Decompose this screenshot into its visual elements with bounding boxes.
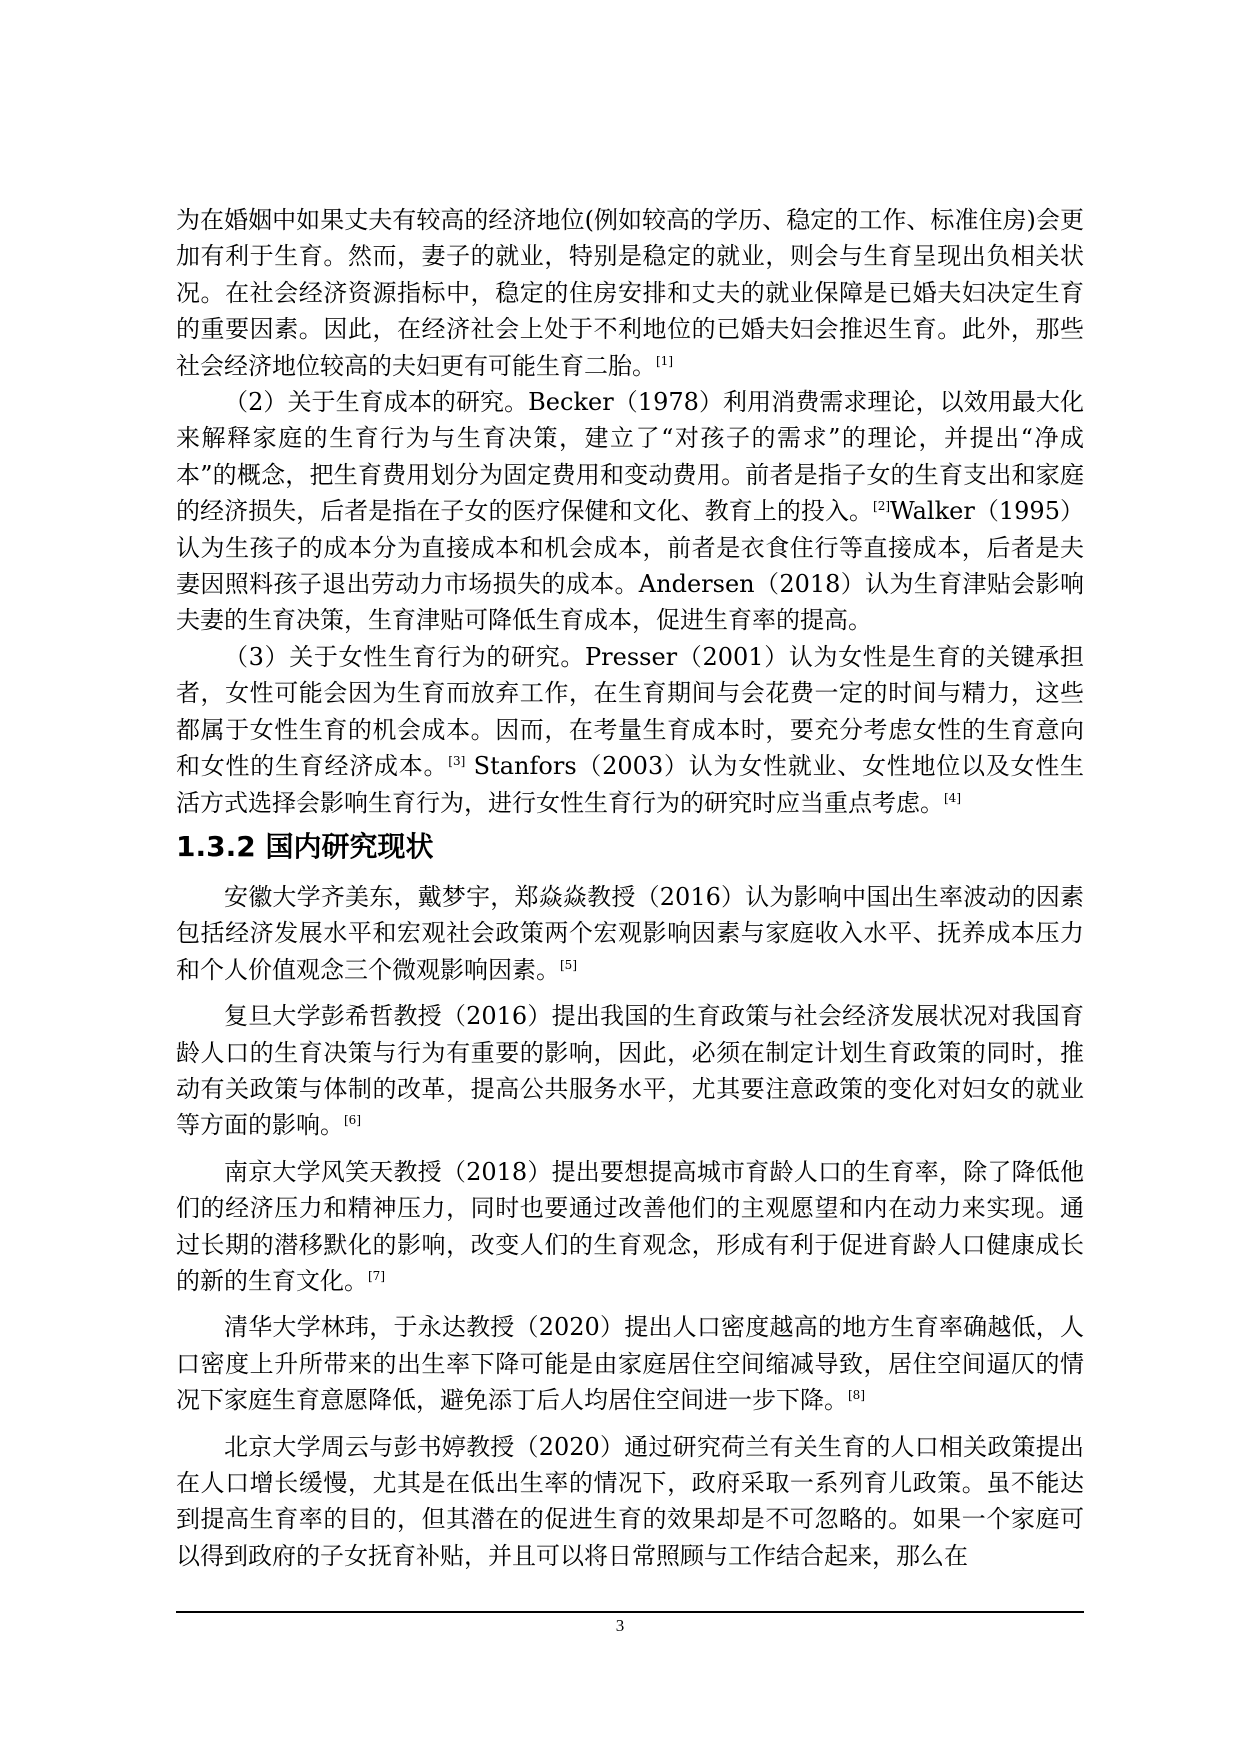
paragraph-peking: 北京大学周云与彭书婷教授（2020）通过研究荷兰有关生育的人口相关政策提出在人口增长缓慢，尤其是在低出生率的情况下，政府采取一系列育儿政策。虽不能达到提高生育率的目的，但其潜在的促进生育的效果却是不可忽略的。如果一个家庭可以得到政府的子女抚育补贴，并且可以将日常照顾与工作结合起来，那么在 bbox=[176, 1432, 1084, 1570]
document-body bbox=[176, 202, 1084, 1574]
citation-4[interactable]: [4] bbox=[944, 790, 961, 805]
paragraph-nanjing: 南京大学风笑天教授（2018）提出要想提高城市育龄人口的生育率，除了降低他们的经济压力和精神压力，同时也要通过改善他们的主观愿望和内在动力来实现。通过长期的潜移默化的影响，改变人们的生育观念，形成有利于促进育龄人口健康成长的新的生育文化。[7] bbox=[176, 1157, 1084, 1295]
footer-divider bbox=[176, 1611, 1084, 1613]
citation-2[interactable]: [2] bbox=[873, 499, 891, 514]
page-number: 3 bbox=[615, 1616, 625, 1635]
paragraph-birth-cost: （2）关于生育成本的研究。Becker（1978）利用消费需求理论，以效用最大化来解释家庭的生育行为与生育决策，建立了“对孩子的需求”的理论，并提出“净成本”的概念，把生育费用划分为固定费用和变动费用。前者是指子女的生育支出和家庭的经济损失，后者是指在子女的医疗保健和文化、教育上的投入。[2]Walker（1995）认为生孩子的成本分为直接成本和机会成本，前者是衣食住行等直接成本，后者是夫妻因照料孩子退出劳动力市场损失的成本。Andersen（2018）认为生育津贴会影响夫妻的生育决策，生育津贴可降低生育成本，促进生育率的提高。 bbox=[176, 388, 1084, 635]
paragraph-continuation: 为在婚姻中如果丈夫有较高的经济地位(例如较高的学历、稳定的工作、标准住房)会更加有利于生育。然而，妻子的就业，特别是稳定的就业，则会与生育呈现出负相关状况。在社会经济资源指标中，稳定的住房安排和丈夫的就业保障是已婚夫妇决定生育的重要因素。因此，在经济社会上处于不利地位的已婚夫妇会推迟生育。此外，那些社会经济地位较高的夫妇更有可能生育二胎。[1] bbox=[176, 206, 1084, 380]
paragraph-anhui: 安徽大学齐美东，戴梦宇，郑焱焱教授（2016）认为影响中国出生率波动的因素包括经济发展水平和宏观社会政策两个宏观影响因素与家庭收入水平、抚养成本压力和个人价值观念三个微观影响因素。[5] bbox=[176, 882, 1084, 984]
paragraph-tsinghua: 清华大学林玮，于永达教授（2020）提出人口密度越高的地方生育率确越低，人口密度上升所带来的出生率下降可能是由家庭居住空间缩减导致，居住空间逼仄的情况下家庭生育意愿降低，避免添丁后人均居住空间进一步下降。[8] bbox=[176, 1313, 1084, 1415]
citation-7[interactable]: [7] bbox=[368, 1268, 385, 1283]
citation-3[interactable]: [3] bbox=[448, 754, 466, 769]
citation-1[interactable]: [1] bbox=[656, 353, 673, 368]
section-heading: 1.3.2 国内研究现状 bbox=[176, 829, 434, 863]
paragraph-female-behavior: （3）关于女性生育行为的研究。Presser（2001）认为女性是生育的关键承担者，女性可能会因为生育而放弃工作，在生育期间与会花费一定的时间与精力，这些都属于女性生育的机会成本。因而，在考量生育成本时，要充分考虑女性的生育意向和女性的生育经济成本。[3] Stanfors（2003）认为女性就业、女性地位以及女性生活方式选择会影响生育行为，进行女性生育行为的研究时应当重点考虑。[4] bbox=[176, 642, 1084, 817]
citation-8[interactable]: [8] bbox=[848, 1388, 865, 1403]
citation-6[interactable]: [6] bbox=[344, 1113, 361, 1128]
citation-5[interactable]: [5] bbox=[560, 957, 577, 972]
paragraph-fudan: 复旦大学彭希哲教授（2016）提出我国的生育政策与社会经济发展状况对我国育龄人口的生育决策与行为有重要的影响，因此，必须在制定计划生育政策的同时，推动有关政策与体制的改革，提高公共服务水平，尤其要注意政策的变化对妇女的就业等方面的影响。[6] bbox=[176, 1002, 1084, 1140]
